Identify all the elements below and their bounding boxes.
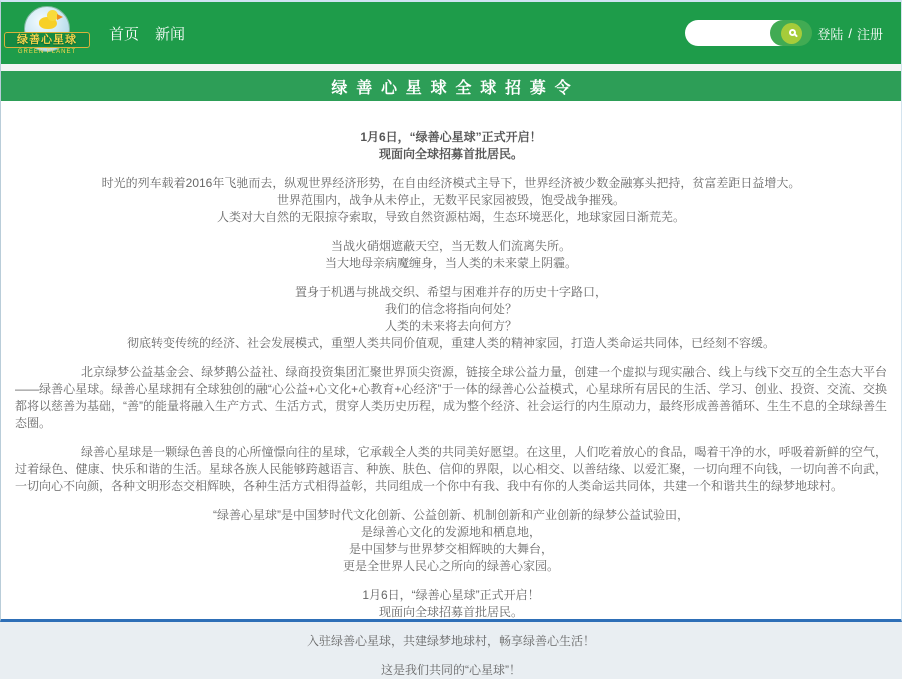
nav-item-news[interactable]: 新闻 xyxy=(155,25,186,43)
logo-title: 绿善心星球 xyxy=(4,32,90,48)
search-button[interactable] xyxy=(770,20,812,46)
article-line: 这是我们共同的“心星球”！ xyxy=(381,663,521,677)
auth-links xyxy=(817,2,883,64)
article-line: 当战火硝烟遮蔽天空，当无数人们流离失所。 xyxy=(330,239,571,253)
header-banner-gap xyxy=(1,64,901,71)
site-logo[interactable] xyxy=(4,6,90,62)
search-box xyxy=(685,20,809,46)
paragraph-invite xyxy=(15,633,887,650)
article-line: 置身于机遇与挑战交织、希望与困难并存的历史十字路口， xyxy=(294,285,607,299)
article-line: 时光的列车载着2016年飞驰而去，纵观世界经济形势，在自由经济模式主导下，世界经济被少数金融寡头把持，贫富差距日益增大。 xyxy=(101,176,801,190)
article-line: 人类的未来将去向何方？ xyxy=(384,319,517,333)
article-line: 1月6日，“绿善心星球”正式开启！ xyxy=(362,588,540,602)
paragraph-world-situation xyxy=(15,175,887,226)
search-icon xyxy=(789,29,796,36)
article-line: 是中国梦与世界梦交相辉映的大舞台， xyxy=(348,542,553,556)
article-line: “绿善心星球”是中国梦时代文化创新、公益创新、机制创新和产业创新的绿梦公益试验田， xyxy=(213,508,689,522)
paragraph-closing xyxy=(15,662,887,679)
logo-subtitle: GREEN PLANET xyxy=(17,49,77,55)
auth-separator: / xyxy=(848,25,852,41)
article-line: 1月6日，“绿善心星球”正式开启！ xyxy=(360,130,542,144)
top-header xyxy=(1,2,901,64)
paragraph-crossroads xyxy=(15,284,887,352)
article-body xyxy=(1,101,901,679)
article-line: 我们的信念将指向何处？ xyxy=(384,302,517,316)
article-line: 是绿善心文化的发源地和栖息地， xyxy=(360,525,541,539)
article-line: 现面向全球招募首批居民。 xyxy=(378,147,523,161)
article-line: 现面向全球招募首批居民。 xyxy=(378,605,523,619)
article-line: 当大地母亲病魔缠身，当人类的未来蒙上阴霾。 xyxy=(324,256,577,270)
article-line: 世界范围内，战争从未停止，无数平民家园被毁，饱受战争摧残。 xyxy=(276,193,625,207)
login-link[interactable]: 登陆 xyxy=(817,26,844,42)
article-line: 北京绿梦公益基金会、绿梦鹅公益社、绿商投资集团汇聚世界顶尖资源，链接全球公益力量，创建一个虚拟与现实融合、线上与线下交互的全生态大平台——绿善心星球。绿善心星球拥有全球独创的融“心公益+心文化+心教育+心经济”于一体的绿善心公益模式，心星球所有居民的生活、学习、创业、投资、交流、交换都将以慈善为基础，“善”的能量将融入生产方式、生活方式，贯穿人类历史历程，成为整个经济、社会运行的内生原动力，最终形成善善循环、生生不息的全球绿善生态圈。 xyxy=(15,365,887,430)
article-line: 人类对大自然的无限掠夺索取，导致自然资源枯竭，生态环境恶化，地球家园日渐荒芜。 xyxy=(216,210,685,224)
paragraph-launch xyxy=(15,587,887,621)
article-line: 更是全世界人民心之所向的绿善心家园。 xyxy=(342,559,559,573)
paragraph-vision xyxy=(15,444,887,495)
register-link[interactable]: 注册 xyxy=(856,26,883,42)
page-banner xyxy=(1,71,901,101)
main-nav xyxy=(109,2,185,64)
paragraph-war xyxy=(15,238,887,272)
paragraph-opening xyxy=(15,129,887,163)
article-line: 入驻绿善心星球，共建绿梦地球村，畅享绿善心生活！ xyxy=(306,634,595,648)
article-line: 彻底转变传统的经济、社会发展模式，重塑人类共同价值观，重建人类的精神家园，打造人类命运共同体，已经刻不容缓。 xyxy=(126,336,775,350)
article-line: 绿善心星球是一颗绿色善良的心所憧憬向往的星球，它承载全人类的共同美好愿望。在这里，人们吃着放心的食品，喝着干净的水，呼吸着新鲜的空气，过着绿色、健康、快乐和谐的生活。星球各族人民能够跨越语言、种族、肤色、信仰的界限，以心相交、以善结缘、以爱汇聚，一切向理不向钱，一切向善不向武，一切向心不向颜，各种文明形态交相辉映，各种生活方式相得益彰，共同组成一个你中有我、我中有你的人类命运共同体，共建一个和谐共生的绿梦地球村。 xyxy=(15,445,887,493)
paragraph-innovation xyxy=(15,507,887,575)
nav-item-home[interactable]: 首页 xyxy=(109,25,140,43)
paragraph-platform xyxy=(15,364,887,432)
page-title: 绿善心星球全球招募令 xyxy=(331,79,580,97)
